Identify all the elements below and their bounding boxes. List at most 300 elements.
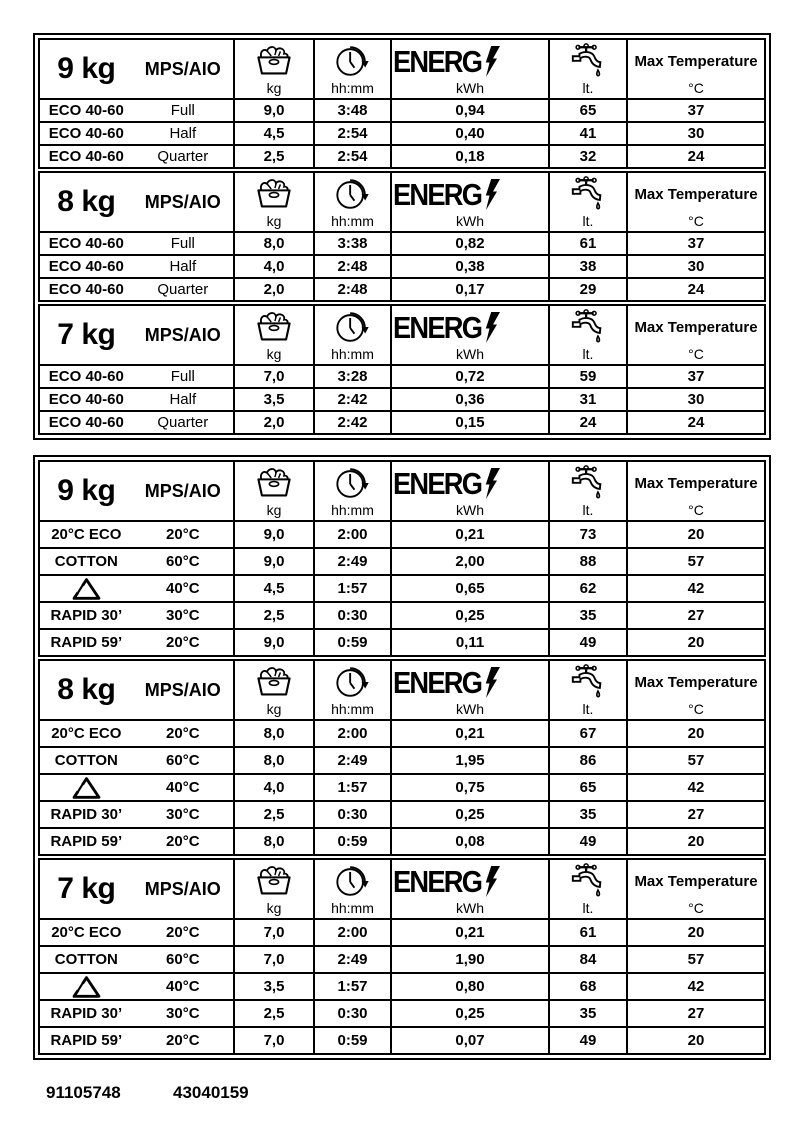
program-table <box>38 659 766 856</box>
program-cell <box>40 522 233 547</box>
program-name: ECO 40-60 <box>48 391 124 408</box>
load-kg-value: 9,0 <box>233 522 313 547</box>
program-name: RAPID 30’ <box>50 607 123 624</box>
table-header <box>40 306 764 364</box>
water-liters-value: 62 <box>548 576 626 601</box>
energy-logo <box>392 43 549 80</box>
duration-value: 2:00 <box>313 920 390 945</box>
capacity-label: 9 kg <box>57 52 116 85</box>
program-name: RAPID 30’ <box>50 1005 123 1022</box>
energy-kwh-value: 0,21 <box>390 920 548 945</box>
tap-with-drop-icon <box>550 663 626 701</box>
tap-with-drop-icon <box>550 42 626 80</box>
header-load-cell <box>233 860 313 918</box>
table-header <box>40 661 764 719</box>
laundry-basket-icon <box>235 465 313 502</box>
clock-clockwise-arrow-icon <box>315 42 390 80</box>
energy-kwh-value: 0,25 <box>390 603 548 628</box>
brand-label: MPS/AIO <box>144 324 221 345</box>
load-unit-label: kg <box>266 701 282 717</box>
duration-value: 3:38 <box>313 233 390 254</box>
water-liters-value: 65 <box>548 100 626 121</box>
clock-clockwise-arrow-icon <box>315 663 390 701</box>
table-header <box>40 40 764 98</box>
water-liters-value: 38 <box>548 256 626 277</box>
energy-kwh-value: 0,25 <box>390 1001 548 1026</box>
max-temperature-label: Max Temperature <box>634 475 758 492</box>
program-temperature: 30°C <box>166 607 200 624</box>
load-kg-value: 2,5 <box>233 802 313 827</box>
max-temp-value: 37 <box>626 366 764 387</box>
tap-with-drop-icon <box>550 862 626 900</box>
program-name: COTTON <box>54 951 118 968</box>
lightning-bolt-icon <box>485 866 500 897</box>
header-temperature-cell <box>626 860 764 918</box>
capacity-label: 9 kg <box>57 474 116 507</box>
program-name: ECO 40-60 <box>48 414 124 431</box>
program-temperature: 20°C <box>166 1032 200 1049</box>
temp-unit-label: °C <box>688 346 704 362</box>
load-kg-value: 2,5 <box>233 603 313 628</box>
energy-word: ENERG <box>392 44 481 79</box>
program-temperature: Quarter <box>157 414 209 431</box>
water-liters-value: 35 <box>548 1001 626 1026</box>
program-row <box>40 547 764 574</box>
tap-with-drop-icon <box>550 464 626 502</box>
brand-label: MPS/AIO <box>144 58 221 79</box>
header-capacity-cell <box>40 173 233 231</box>
program-temperature: 60°C <box>166 752 200 769</box>
duration-value: 1:57 <box>313 775 390 800</box>
energy-kwh-value: 0,18 <box>390 146 548 167</box>
header-time-cell <box>313 173 390 231</box>
program-temperature: 40°C <box>166 580 200 597</box>
program-temperature: 60°C <box>166 553 200 570</box>
program-cell <box>40 576 233 601</box>
capacity-label: 7 kg <box>57 318 116 351</box>
load-kg-value: 8,0 <box>233 721 313 746</box>
load-kg-value: 3,5 <box>233 974 313 999</box>
program-temperature: 20°C <box>166 725 200 742</box>
energy-word: ENERG <box>392 665 481 700</box>
tap-with-drop-icon <box>550 175 626 213</box>
program-temperature: Quarter <box>157 281 209 298</box>
synthetics-triangle-icon <box>71 776 102 800</box>
water-liters-value: 68 <box>548 974 626 999</box>
table-rows <box>40 98 764 167</box>
duration-value: 0:30 <box>313 1001 390 1026</box>
time-unit-label: hh:mm <box>331 900 374 916</box>
load-kg-value: 4,0 <box>233 256 313 277</box>
program-name <box>40 775 133 800</box>
load-unit-label: kg <box>266 213 282 229</box>
program-temperature: 20°C <box>166 526 200 543</box>
brand-label: MPS/AIO <box>144 878 221 899</box>
water-liters-value: 41 <box>548 123 626 144</box>
header-capacity-cell <box>40 462 233 520</box>
max-temperature-label: Max Temperature <box>634 53 758 70</box>
max-temp-value: 20 <box>626 522 764 547</box>
water-liters-value: 49 <box>548 630 626 655</box>
load-unit-label: kg <box>266 346 282 362</box>
program-table <box>38 171 766 302</box>
load-kg-value: 4,5 <box>233 576 313 601</box>
laundry-basket-icon <box>235 43 313 80</box>
synthetics-triangle-icon <box>71 577 102 601</box>
duration-value: 2:42 <box>313 389 390 410</box>
energy-logo <box>392 664 549 701</box>
temp-unit-label: °C <box>688 502 704 518</box>
water-unit-label: lt. <box>582 502 594 518</box>
load-kg-value: 8,0 <box>233 829 313 854</box>
program-cell <box>40 920 233 945</box>
brand-label: MPS/AIO <box>144 480 221 501</box>
clock-clockwise-arrow-icon <box>315 464 390 502</box>
program-name: RAPID 59’ <box>50 634 123 651</box>
synthetics-triangle-icon <box>71 975 102 999</box>
load-kg-value: 2,0 <box>233 412 313 433</box>
load-kg-value: 7,0 <box>233 947 313 972</box>
header-energy-cell <box>390 306 548 364</box>
header-time-cell <box>313 40 390 98</box>
header-load-cell <box>233 40 313 98</box>
program-row <box>40 945 764 972</box>
max-temp-value: 24 <box>626 279 764 300</box>
energy-word: ENERG <box>392 310 481 345</box>
program-name: ECO 40-60 <box>48 102 124 119</box>
max-temperature-label: Max Temperature <box>634 674 758 691</box>
header-capacity-cell <box>40 661 233 719</box>
duration-value: 2:00 <box>313 721 390 746</box>
header-load-cell <box>233 173 313 231</box>
header-time-cell <box>313 306 390 364</box>
temp-unit-label: °C <box>688 900 704 916</box>
program-temperature: Full <box>170 368 195 385</box>
program-name: ECO 40-60 <box>48 235 124 252</box>
program-row <box>40 144 764 167</box>
program-cell <box>40 947 233 972</box>
program-row <box>40 773 764 800</box>
energy-unit-label: kWh <box>456 213 484 229</box>
program-cell <box>40 1028 233 1053</box>
max-temp-value: 30 <box>626 256 764 277</box>
energy-kwh-value: 0,40 <box>390 123 548 144</box>
program-row <box>40 410 764 433</box>
energy-word: ENERG <box>392 864 481 899</box>
program-temperature: Full <box>170 235 195 252</box>
program-row <box>40 520 764 547</box>
max-temp-value: 57 <box>626 748 764 773</box>
laundry-basket-icon <box>235 863 313 900</box>
table-rows <box>40 520 764 655</box>
water-unit-label: lt. <box>582 213 594 229</box>
program-row <box>40 972 764 999</box>
energy-kwh-value: 0,80 <box>390 974 548 999</box>
water-liters-value: 67 <box>548 721 626 746</box>
laundry-basket-icon <box>235 664 313 701</box>
water-liters-value: 65 <box>548 775 626 800</box>
energy-unit-label: kWh <box>456 80 484 96</box>
program-cell <box>40 974 233 999</box>
energy-kwh-value: 0,72 <box>390 366 548 387</box>
max-temp-value: 20 <box>626 721 764 746</box>
tap-with-drop-icon <box>550 308 626 346</box>
capacity-label: 7 kg <box>57 872 116 905</box>
header-load-cell <box>233 661 313 719</box>
water-unit-label: lt. <box>582 346 594 362</box>
program-cell <box>40 630 233 655</box>
program-row <box>40 628 764 655</box>
program-row <box>40 574 764 601</box>
program-cell <box>40 146 233 167</box>
header-temperature-cell <box>626 40 764 98</box>
program-row <box>40 601 764 628</box>
header-capacity-cell <box>40 860 233 918</box>
energy-logo <box>392 465 549 502</box>
water-liters-value: 61 <box>548 920 626 945</box>
energy-word: ENERG <box>392 177 481 212</box>
lightning-bolt-icon <box>485 179 500 210</box>
program-cell <box>40 389 233 410</box>
table-rows <box>40 918 764 1053</box>
duration-value: 2:48 <box>313 279 390 300</box>
program-row <box>40 800 764 827</box>
header-temperature-cell <box>626 173 764 231</box>
energy-logo <box>392 863 549 900</box>
program-name: RAPID 59’ <box>50 833 123 850</box>
brand-label: MPS/AIO <box>144 679 221 700</box>
header-water-cell <box>548 860 626 918</box>
duration-value: 2:42 <box>313 412 390 433</box>
energy-kwh-value: 1,95 <box>390 748 548 773</box>
energy-unit-label: kWh <box>456 346 484 362</box>
header-temperature-cell <box>626 661 764 719</box>
energy-kwh-value: 1,90 <box>390 947 548 972</box>
time-unit-label: hh:mm <box>331 213 374 229</box>
max-temperature-label: Max Temperature <box>634 319 758 336</box>
energy-kwh-value: 0,94 <box>390 100 548 121</box>
capacity-label: 8 kg <box>57 673 116 706</box>
duration-value: 0:30 <box>313 603 390 628</box>
table-rows <box>40 719 764 854</box>
program-row <box>40 719 764 746</box>
energy-kwh-value: 0,07 <box>390 1028 548 1053</box>
water-liters-value: 24 <box>548 412 626 433</box>
program-name: ECO 40-60 <box>48 125 124 142</box>
water-unit-label: lt. <box>582 701 594 717</box>
program-temperature: Half <box>169 391 197 408</box>
time-unit-label: hh:mm <box>331 80 374 96</box>
lightning-bolt-icon <box>485 46 500 77</box>
load-kg-value: 7,0 <box>233 1028 313 1053</box>
program-cell <box>40 366 233 387</box>
program-row <box>40 387 764 410</box>
duration-value: 2:49 <box>313 549 390 574</box>
load-kg-value: 2,0 <box>233 279 313 300</box>
water-liters-value: 59 <box>548 366 626 387</box>
program-cell <box>40 549 233 574</box>
max-temp-value: 42 <box>626 974 764 999</box>
energy-kwh-value: 0,25 <box>390 802 548 827</box>
program-name <box>40 974 133 999</box>
energy-word: ENERG <box>392 466 481 501</box>
max-temp-value: 30 <box>626 389 764 410</box>
max-temp-value: 42 <box>626 576 764 601</box>
energy-kwh-value: 2,00 <box>390 549 548 574</box>
program-row <box>40 277 764 300</box>
program-row <box>40 364 764 387</box>
laundry-basket-icon <box>235 176 313 213</box>
load-kg-value: 4,5 <box>233 123 313 144</box>
program-row <box>40 98 764 121</box>
water-liters-value: 49 <box>548 829 626 854</box>
water-liters-value: 73 <box>548 522 626 547</box>
program-cell <box>40 256 233 277</box>
max-temp-value: 20 <box>626 630 764 655</box>
program-temperature: 40°C <box>166 779 200 796</box>
energy-kwh-value: 0,17 <box>390 279 548 300</box>
header-water-cell <box>548 462 626 520</box>
max-temp-value: 24 <box>626 412 764 433</box>
capacity-label: 8 kg <box>57 185 116 218</box>
duration-value: 1:57 <box>313 974 390 999</box>
energy-kwh-value: 0,82 <box>390 233 548 254</box>
clock-clockwise-arrow-icon <box>315 175 390 213</box>
header-energy-cell <box>390 661 548 719</box>
program-name: ECO 40-60 <box>48 281 124 298</box>
max-temp-value: 57 <box>626 549 764 574</box>
program-row <box>40 918 764 945</box>
lightning-bolt-icon <box>485 468 500 499</box>
program-cell <box>40 829 233 854</box>
time-unit-label: hh:mm <box>331 701 374 717</box>
product-code: 91105748 <box>46 1083 121 1102</box>
water-liters-value: 84 <box>548 947 626 972</box>
energy-unit-label: kWh <box>456 701 484 717</box>
program-name: COTTON <box>54 553 118 570</box>
program-temperature: 20°C <box>166 634 200 651</box>
duration-value: 2:54 <box>313 146 390 167</box>
header-temperature-cell <box>626 306 764 364</box>
header-capacity-cell <box>40 40 233 98</box>
water-liters-value: 35 <box>548 603 626 628</box>
program-temperature: 20°C <box>166 924 200 941</box>
load-kg-value: 9,0 <box>233 549 313 574</box>
program-temperature: 30°C <box>166 1005 200 1022</box>
duration-value: 0:59 <box>313 829 390 854</box>
energy-logo <box>392 309 549 346</box>
program-temperature: Half <box>169 125 197 142</box>
max-temp-value: 27 <box>626 603 764 628</box>
max-temp-value: 24 <box>626 146 764 167</box>
water-liters-value: 49 <box>548 1028 626 1053</box>
document-code: 43040159 <box>173 1083 249 1102</box>
laundry-basket-icon <box>235 309 313 346</box>
header-water-cell <box>548 661 626 719</box>
load-kg-value: 9,0 <box>233 630 313 655</box>
program-name: RAPID 59’ <box>50 1032 123 1049</box>
program-table <box>38 304 766 435</box>
program-row <box>40 746 764 773</box>
energy-kwh-value: 0,21 <box>390 721 548 746</box>
load-kg-value: 8,0 <box>233 233 313 254</box>
program-name: ECO 40-60 <box>48 258 124 275</box>
program-cell <box>40 233 233 254</box>
duration-value: 2:48 <box>313 256 390 277</box>
program-name: ECO 40-60 <box>48 368 124 385</box>
energy-kwh-value: 0,15 <box>390 412 548 433</box>
program-cell <box>40 603 233 628</box>
max-temperature-label: Max Temperature <box>634 873 758 890</box>
temp-unit-label: °C <box>688 213 704 229</box>
max-temperature-label: Max Temperature <box>634 186 758 203</box>
load-kg-value: 9,0 <box>233 100 313 121</box>
program-name: 20°C ECO <box>51 725 122 742</box>
header-capacity-cell <box>40 306 233 364</box>
program-row <box>40 999 764 1026</box>
clock-clockwise-arrow-icon <box>315 308 390 346</box>
program-cell <box>40 802 233 827</box>
section-standard-programs <box>33 455 771 1060</box>
program-temperature: 20°C <box>166 833 200 850</box>
water-liters-value: 35 <box>548 802 626 827</box>
program-cell <box>40 1001 233 1026</box>
duration-value: 0:59 <box>313 1028 390 1053</box>
program-name: RAPID 30’ <box>50 806 123 823</box>
program-row <box>40 254 764 277</box>
program-temperature: Quarter <box>157 148 209 165</box>
duration-value: 2:49 <box>313 947 390 972</box>
header-energy-cell <box>390 40 548 98</box>
max-temp-value: 27 <box>626 802 764 827</box>
header-energy-cell <box>390 173 548 231</box>
program-name: 20°C ECO <box>51 526 122 543</box>
energy-kwh-value: 0,75 <box>390 775 548 800</box>
duration-value: 0:59 <box>313 630 390 655</box>
header-water-cell <box>548 306 626 364</box>
max-temp-value: 57 <box>626 947 764 972</box>
duration-value: 2:54 <box>313 123 390 144</box>
energy-kwh-value: 0,36 <box>390 389 548 410</box>
table-header <box>40 462 764 520</box>
program-temperature: Full <box>170 102 195 119</box>
lightning-bolt-icon <box>485 312 500 343</box>
duration-value: 0:30 <box>313 802 390 827</box>
program-name: COTTON <box>54 752 118 769</box>
load-kg-value: 8,0 <box>233 748 313 773</box>
header-energy-cell <box>390 462 548 520</box>
program-temperature: 40°C <box>166 978 200 995</box>
lightning-bolt-icon <box>485 667 500 698</box>
water-liters-value: 88 <box>548 549 626 574</box>
program-name: 20°C ECO <box>51 924 122 941</box>
load-kg-value: 7,0 <box>233 920 313 945</box>
temp-unit-label: °C <box>688 701 704 717</box>
program-row <box>40 827 764 854</box>
header-water-cell <box>548 173 626 231</box>
water-liters-value: 32 <box>548 146 626 167</box>
section-eco-40-60 <box>33 33 771 440</box>
program-table <box>38 38 766 169</box>
load-kg-value: 2,5 <box>233 1001 313 1026</box>
water-liters-value: 86 <box>548 748 626 773</box>
max-temp-value: 20 <box>626 829 764 854</box>
program-temperature: 60°C <box>166 951 200 968</box>
max-temp-value: 37 <box>626 100 764 121</box>
header-load-cell <box>233 462 313 520</box>
load-kg-value: 2,5 <box>233 146 313 167</box>
load-unit-label: kg <box>266 900 282 916</box>
